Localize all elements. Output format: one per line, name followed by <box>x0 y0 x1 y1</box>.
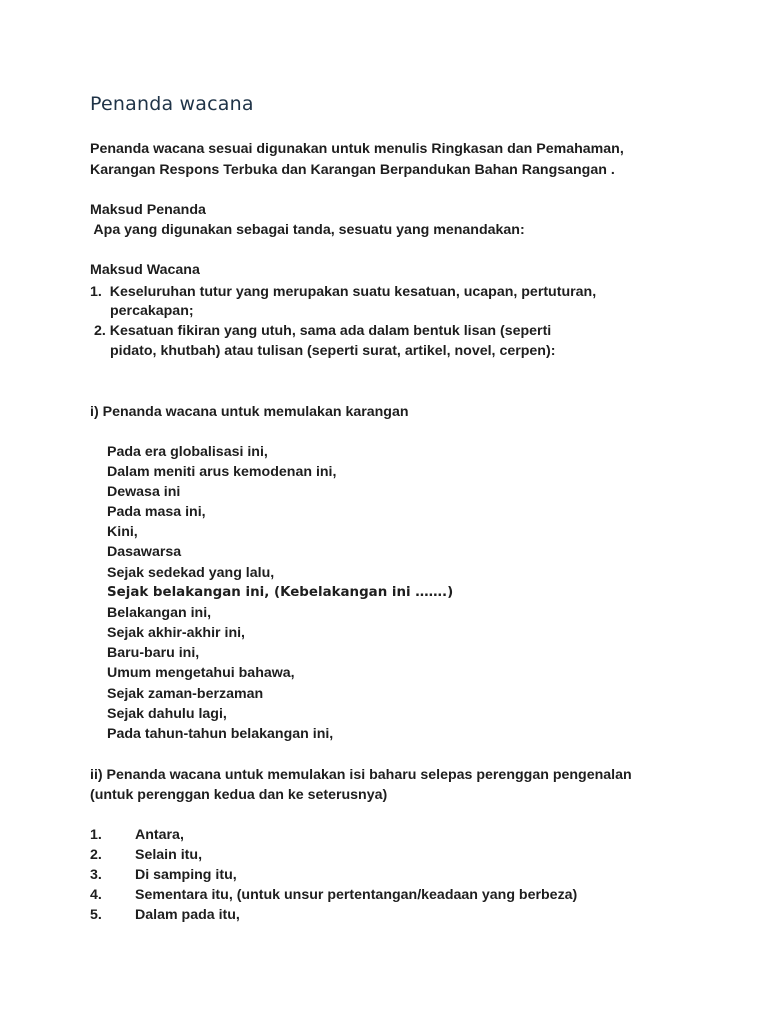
section2-heading: ii) Penanda wacana untuk memulakan isi baharu selepas perenggan pengenalan <box>90 767 632 783</box>
section1-item: Baru-baru ini, <box>107 645 200 661</box>
page-title: Penanda wacana <box>90 93 254 115</box>
section2-item-number: 4. <box>90 887 102 903</box>
maksud-wacana-item-cont: percakapan; <box>110 303 194 319</box>
section1-item: Pada masa ini, <box>107 504 206 520</box>
maksud-penanda-text: Apa yang digunakan sebagai tanda, sesuatu yang menandakan: <box>90 222 525 238</box>
section2-item-number: 5. <box>90 907 102 923</box>
section1-item: Sejak zaman-berzaman <box>107 686 264 702</box>
maksud-wacana-heading: Maksud Wacana <box>90 262 200 278</box>
section2-heading: (untuk perenggan kedua dan ke seterusnya) <box>90 787 388 803</box>
section1-item: Sejak belakangan ini, (Kebelakangan ini …….) <box>107 585 454 600</box>
section2-item-number: 1. <box>90 827 102 843</box>
section1-item: Pada tahun-tahun belakangan ini, <box>107 726 334 742</box>
section2-item: Dalam pada itu, <box>135 907 240 923</box>
section2-item: Di samping itu, <box>135 867 237 883</box>
maksud-wacana-item: 2. Kesatuan fikiran yang utuh, sama ada dalam bentuk lisan (seperti <box>90 323 552 339</box>
section1-item: Sejak dahulu lagi, <box>107 706 227 722</box>
intro-line: Karangan Respons Terbuka dan Karangan Berpandukan Bahan Rangsangan . <box>90 162 615 178</box>
section1-item: Belakangan ini, <box>107 605 212 621</box>
section1-heading: i) Penanda wacana untuk memulakan karangan <box>90 404 409 420</box>
section1-item: Dewasa ini <box>107 484 181 500</box>
section2-item: Sementara itu, (untuk unsur pertentangan/keadaan yang berbeza) <box>135 887 578 903</box>
section1-item: Sejak sedekad yang lalu, <box>107 565 275 581</box>
section1-item: Umum mengetahui bahawa, <box>107 665 295 681</box>
section1-item: Dasawarsa <box>107 544 182 560</box>
maksud-wacana-item-cont: pidato, khutbah) atau tulisan (seperti surat, artikel, novel, cerpen): <box>110 343 556 359</box>
section1-item: Sejak akhir-akhir ini, <box>107 625 245 641</box>
maksud-penanda-heading: Maksud Penanda <box>90 202 206 218</box>
section2-item: Selain itu, <box>135 847 203 863</box>
section2-item: Antara, <box>135 827 184 843</box>
section1-item: Pada era globalisasi ini, <box>107 444 268 460</box>
section2-item-number: 2. <box>90 847 102 863</box>
intro-line: Penanda wacana sesuai digunakan untuk menulis Ringkasan dan Pemahaman, <box>90 141 624 157</box>
section2-item-number: 3. <box>90 867 102 883</box>
maksud-wacana-item: 1. Keseluruhan tutur yang merupakan suatu kesatuan, ucapan, pertuturan, <box>90 284 597 300</box>
section1-item: Dalam meniti arus kemodenan ini, <box>107 464 337 480</box>
section1-item: Kini, <box>107 524 138 540</box>
